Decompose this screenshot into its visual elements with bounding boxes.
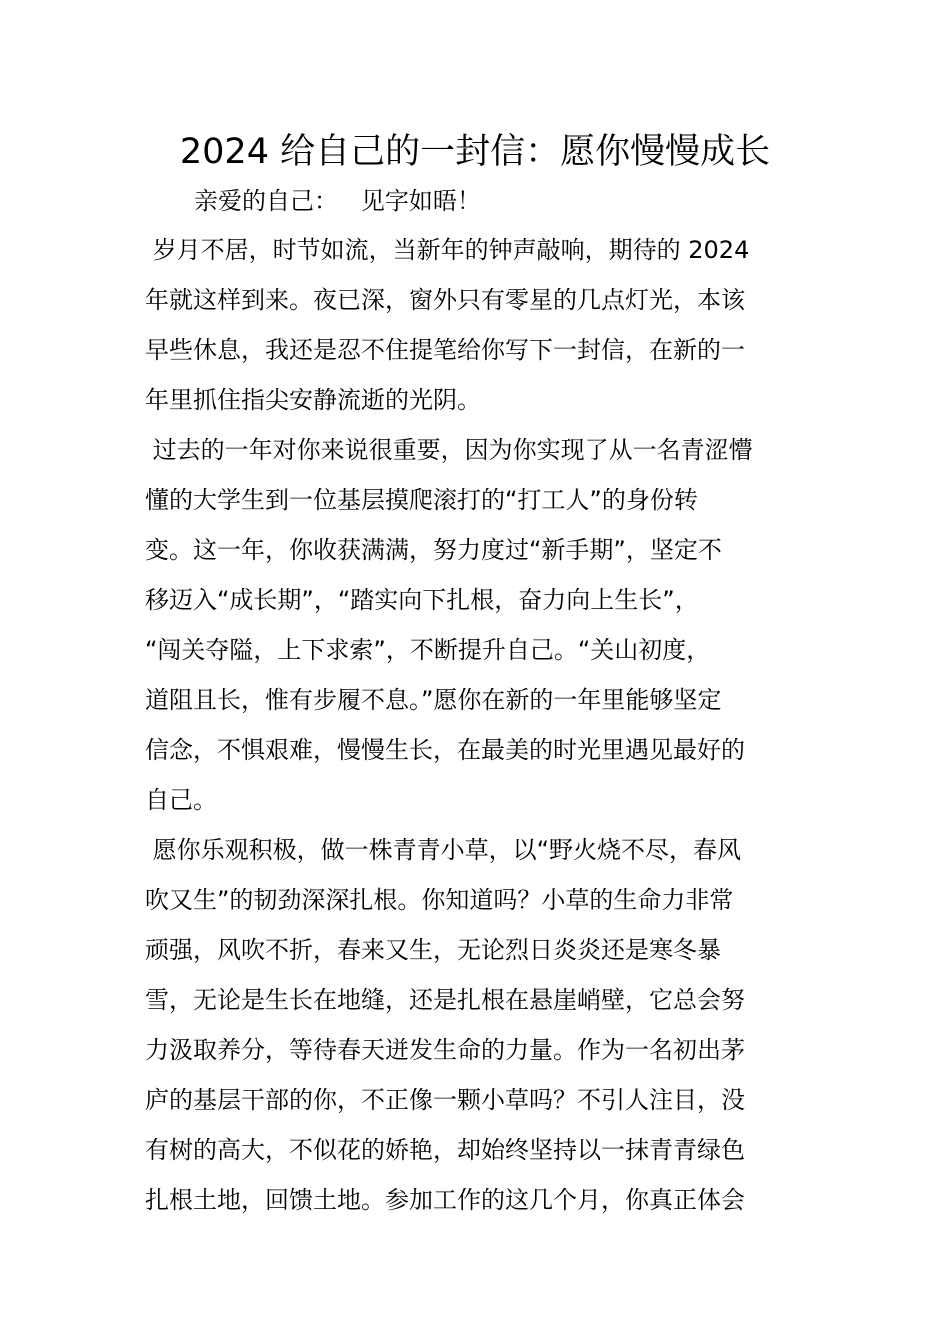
- body-line: 扎根土地，回馈土地。参加工作的这几个月，你真正体会: [145, 1186, 745, 1214]
- salutation: 亲爱的自己： 见字如晤！: [194, 187, 481, 215]
- body-line: 早些休息，我还是忍不住提笔给你写下一封信，在新的一: [145, 336, 745, 364]
- body-line: 年里抓住指尖安静流逝的光阴。: [145, 386, 481, 414]
- body-line: 庐的基层干部的你，不正像一颗小草吗？不引人注目，没: [145, 1086, 745, 1114]
- body-line: 愿你乐观积极，做一株青青小草，以“野火烧不尽，春风: [145, 836, 742, 864]
- body-line: 自己。: [145, 786, 217, 814]
- body-line: 懂的大学生到一位基层摸爬滚打的“打工人”的身份转: [145, 486, 698, 514]
- body-line: 雪，无论是生长在地缝，还是扎根在悬崖峭壁，它总会努: [145, 986, 745, 1014]
- body-line: 有树的高大，不似花的娇艳，却始终坚持以一抹青青绿色: [145, 1136, 745, 1164]
- body-line: 移迈入“成长期”，“踏实向下扎根，奋力向上生长”，: [145, 586, 699, 614]
- body-line: 顽强，风吹不折，春来又生，无论烈日炎炎还是寒冬暴: [145, 936, 721, 964]
- body-line: 岁月不居，时节如流，当新年的钟声敲响，期待的 2024: [145, 236, 750, 264]
- body-line: 年就这样到来。夜已深，窗外只有零星的几点灯光，本该: [145, 286, 745, 314]
- body-line: 力汲取养分，等待春天迸发生命的力量。作为一名初出茅: [145, 1036, 745, 1064]
- body-line: 道阻且长，惟有步履不息。”愿你在新的一年里能够坚定: [145, 686, 722, 714]
- body-line: 过去的一年对你来说很重要，因为你实现了从一名青涩懵: [145, 436, 753, 464]
- body-line: “闯关夺隘，上下求索”，不断提升自己。“关山初度，: [145, 636, 711, 664]
- body-line: 信念，不惧艰难，慢慢生长，在最美的时光里遇见最好的: [145, 736, 745, 764]
- document-title: 2024 给自己的一封信：愿你慢慢成长: [179, 132, 771, 172]
- body-line: 吹又生”的韧劲深深扎根。你知道吗？小草的生命力非常: [145, 886, 734, 914]
- body-line: 变。这一年，你收获满满，努力度过“新手期”，坚定不: [145, 536, 722, 564]
